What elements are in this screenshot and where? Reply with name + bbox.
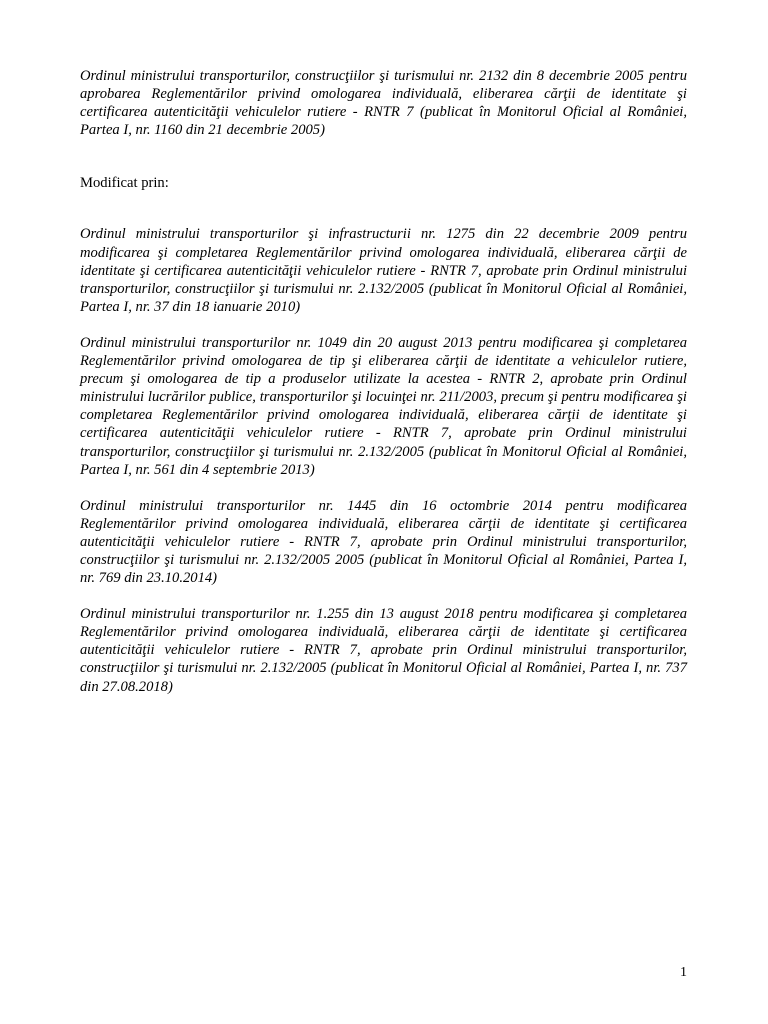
- page-number: 1: [680, 965, 687, 980]
- amendment-paragraph-2013: Ordinul ministrului transporturilor nr. 1049 din 20 august 2013 pentru modificarea şi completarea Reglementărilor privind omologarea de tip şi eliberarea cărţii de identitate a vehiculelor rutiere, precum şi omologarea de tip a produselor utilizate la acestea - RNTR 2, aprobate prin Ordinul ministrului lucrărilor publice, transporturilor şi locuinţei nr. 211/2003, precum şi pentru modificarea şi completarea Reglementărilor privind omologarea individuală, eliberarea cărţii de identitate şi certificarea autenticităţii vehiculelor rutiere - RNTR 7, aprobate prin Ordinul ministrului transporturilor, construcţiilor şi turismului nr. 2.132/2005 (publicat în Monitorul Oficial al României, Partea I, nr. 561 din 4 septembrie 2013): [80, 334, 687, 478]
- amendment-paragraph-2009: Ordinul ministrului transporturilor şi infrastructurii nr. 1275 din 22 decembrie 2009 pentru modificarea şi completarea Reglementărilor privind omologarea individuală, eliberarea cărţii de identitate şi certificarea autenticităţii vehiculelor rutiere - RNTR 7, aprobate prin Ordinul ministrului transporturilor, construcţiilor şi turismului nr. 2.132/2005 (publicat în Monitorul Oficial al României, Partea I, nr. 37 din 18 ianuarie 2010): [80, 226, 687, 315]
- document-body: [80, 67, 687, 696]
- amendment-paragraph-2014: Ordinul ministrului transporturilor nr. 1445 din 16 octombrie 2014 pentru modificarea Reglementărilor privind omologarea individuală, eliberarea cărţii de identitate şi certificarea autenticităţii vehiculelor rutiere - RNTR 7, aprobate prin Ordinul ministrului transporturilor, construcţiilor şi turismului nr. 2.132/2005 2005 (publicat în Monitorul Oficial al României, Partea I, nr. 769 din 23.10.2014): [80, 497, 687, 587]
- amendments-list: [80, 225, 687, 695]
- order-title-paragraph: Ordinul ministrului transporturilor, construcţiilor şi turismului nr. 2132 din 8 decembrie 2005 pentru aprobarea Reglementărilor privind omologarea individuală, eliberarea cărţii de identitate şi certificarea autenticităţii vehiculelor rutiere - RNTR 7 (publicat în Monitorul Oficial al României, Partea I, nr. 1160 din 21 decembrie 2005): [80, 68, 687, 139]
- modified-by-label: Modificat prin:: [80, 175, 169, 192]
- amendment-paragraph-2018: Ordinul ministrului transporturilor nr. 1.255 din 13 august 2018 pentru modificarea şi completarea Reglementărilor privind omologarea individuală, eliberarea cărţii de identitate şi certificarea autenticităţii vehiculelor rutiere - RNTR 7, aprobate prin Ordinul ministrului transporturilor, construcţiilor şi turismului nr. 2.132/2005 (publicat în Monitorul Oficial al României, Partea I, nr. 737 din 27.08.2018): [80, 606, 687, 695]
